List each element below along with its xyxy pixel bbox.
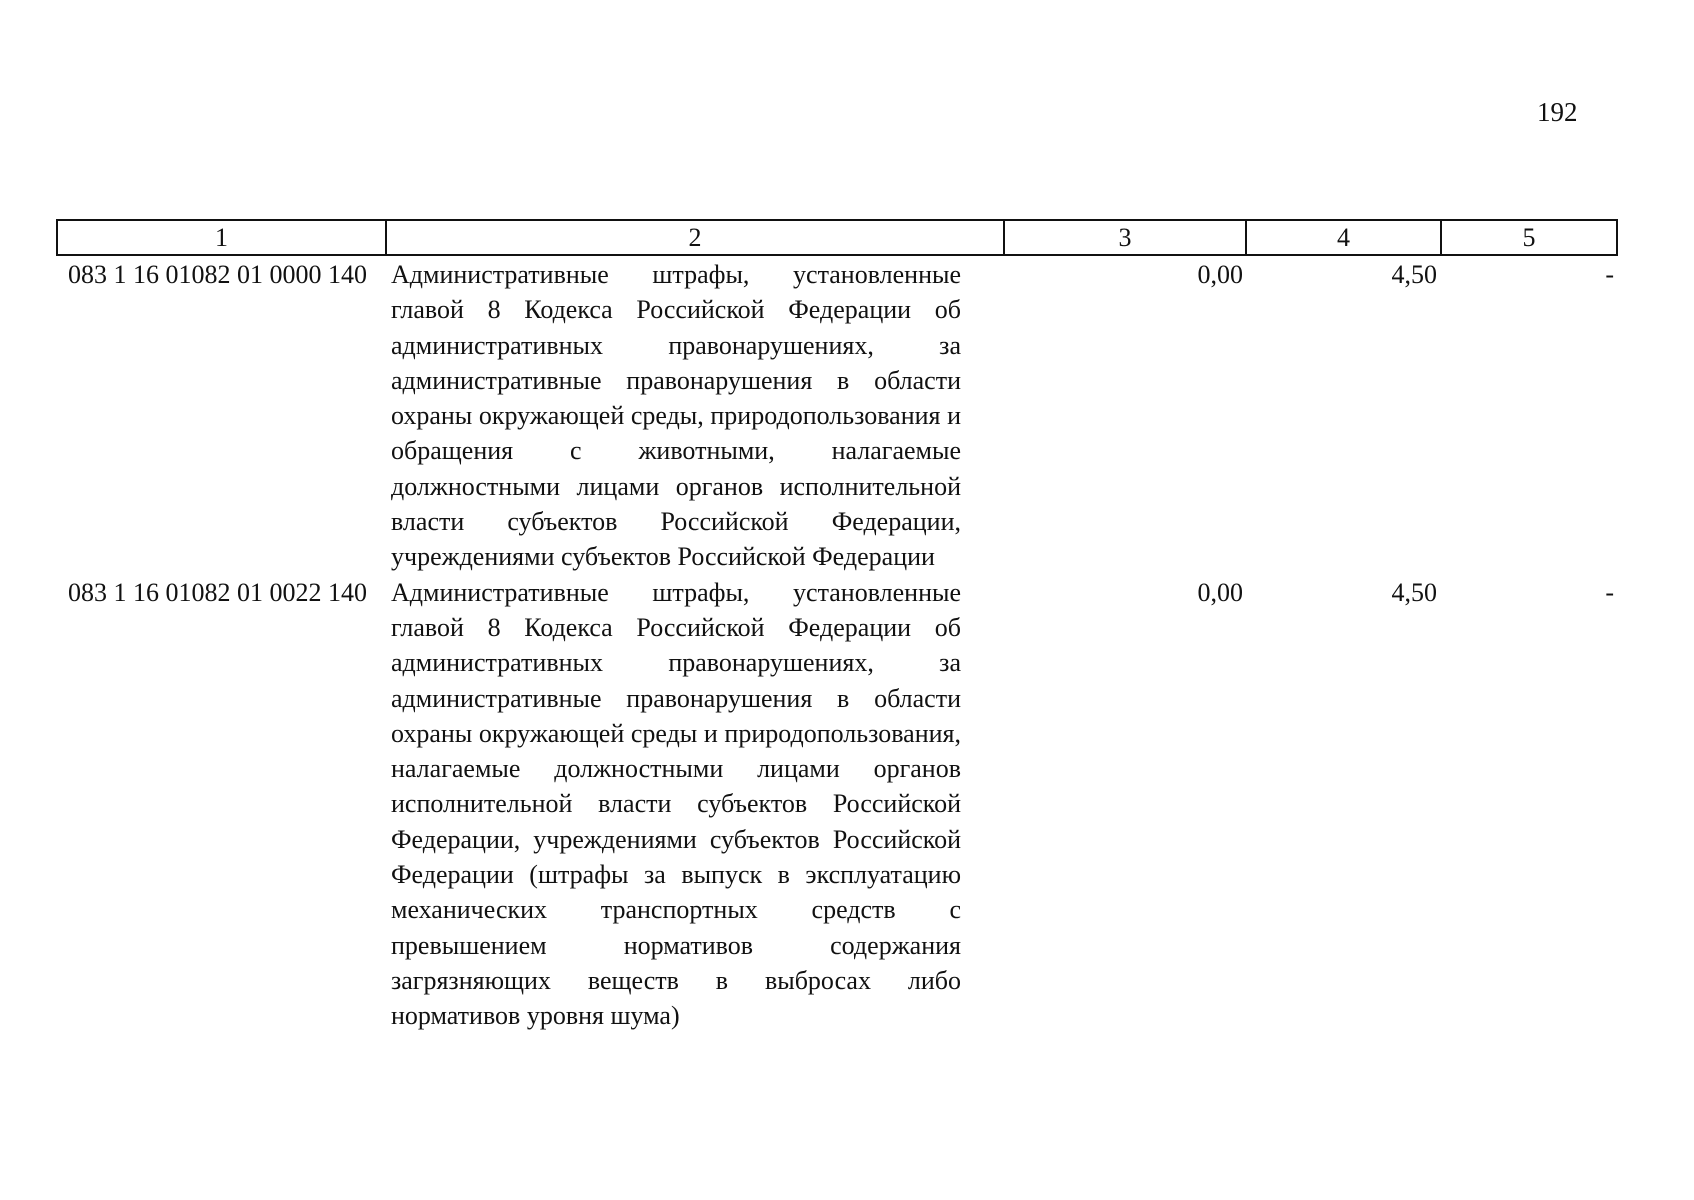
column-header: 5 bbox=[1441, 220, 1617, 255]
column-header: 4 bbox=[1246, 220, 1441, 255]
table-header bbox=[57, 220, 1617, 255]
value-cell-col4: 4,50 bbox=[1391, 260, 1437, 289]
column-header: 1 bbox=[57, 220, 386, 255]
table-row bbox=[57, 575, 1617, 1034]
column-header: 2 bbox=[386, 220, 1004, 255]
header-row bbox=[57, 220, 1617, 255]
description-cell bbox=[386, 575, 1004, 1034]
value-cell-col4: 4,50 bbox=[1391, 577, 1437, 607]
data-table bbox=[56, 219, 1618, 1034]
budget-code-cell: 083 1 16 01082 01 0000 140 bbox=[68, 260, 367, 289]
column-header: 3 bbox=[1004, 220, 1246, 255]
value-cell-col5: - bbox=[1605, 260, 1614, 289]
description-text: Административные штрафы, установленные главой 8 Кодекса Российской Федерации об административных правонарушениях, за административные правонарушения в области охраны окружающей среды и природопользования, налагаемые должностными лицами органов исполнительной власти субъектов Российской Федерации, учреждениями субъектов Российской Федерации (штрафы за выпуск в эксплуатацию механических транспортных средств с превышением нормативов содержания загрязняющих веществ в выбросах либо нормативов уровня шума) bbox=[391, 577, 961, 1031]
data-table-container bbox=[56, 219, 1616, 1034]
description-text: Административные штрафы, установленные главой 8 Кодекса Российской Федерации об административных правонарушениях, за административные правонарушения в области охраны окружающей среды, природопользования и обращения с животными, налагаемые должностными лицами органов исполнительной власти субъектов Российской Федерации, учреждениями субъектов Российской Федерации bbox=[391, 260, 961, 572]
value-cell-col3: 0,00 bbox=[1197, 260, 1243, 289]
value-cell-col3: 0,00 bbox=[1197, 577, 1243, 607]
budget-code-cell: 083 1 16 01082 01 0022 140 bbox=[68, 577, 367, 607]
description-cell bbox=[386, 255, 1004, 575]
table-row bbox=[57, 255, 1617, 575]
page-number: 192 bbox=[1537, 97, 1578, 127]
table-body bbox=[57, 255, 1617, 1034]
value-cell-col5: - bbox=[1605, 577, 1614, 607]
